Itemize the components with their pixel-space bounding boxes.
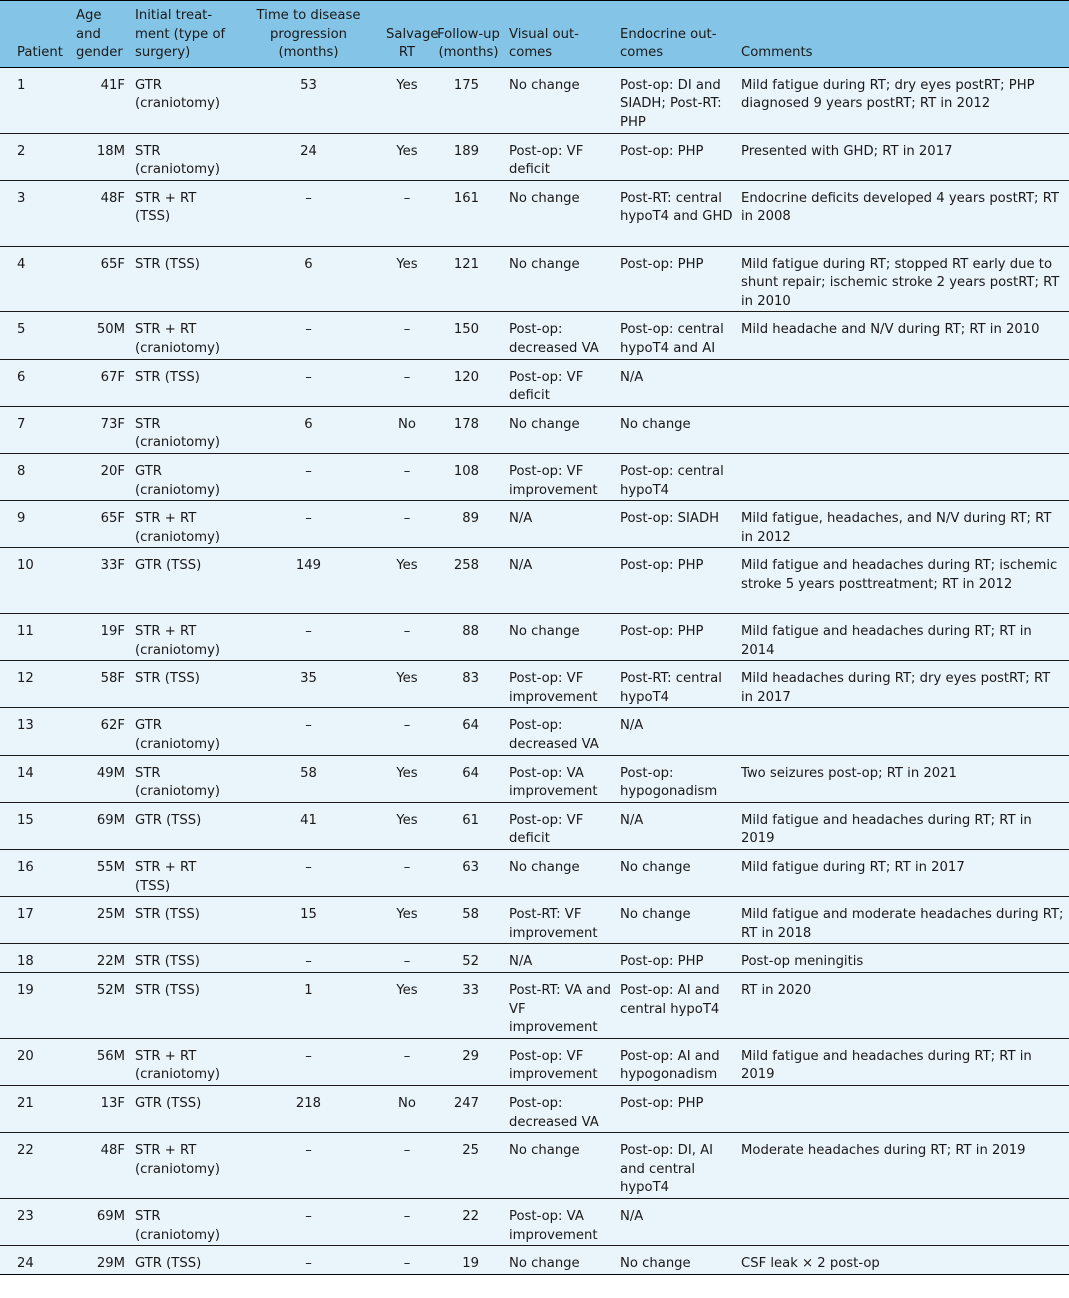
cell-salvage-rt: – xyxy=(382,453,432,500)
cell-follow-up: 89 xyxy=(432,501,505,548)
cell-comments: Mild fatigue during RT; stopped RT early due to shunt repair; ischemic stroke 2 years postRT; RT in 2010 xyxy=(737,246,1069,312)
cell-endocrine-outcomes: No change xyxy=(616,406,737,453)
cell-initial-treatment: STR (TSS) xyxy=(131,246,235,312)
header-endocrine-outcomes: Endocrine out-comes xyxy=(616,1,737,68)
table-row xyxy=(0,359,1069,406)
table-row xyxy=(0,850,1069,897)
table-row xyxy=(0,755,1069,802)
cell-age-gender: 41F xyxy=(72,67,131,133)
cell-salvage-rt: – xyxy=(382,708,432,755)
cell-patient: 11 xyxy=(0,614,72,661)
cell-time-to-progression: 218 xyxy=(235,1085,382,1132)
cell-time-to-progression: 35 xyxy=(235,661,382,708)
cell-visual-outcomes: No change xyxy=(505,180,616,246)
cell-visual-outcomes: Post-op: decreased VA xyxy=(505,708,616,755)
cell-time-to-progression: 58 xyxy=(235,755,382,802)
cell-comments: Two seizures post-op; RT in 2021 xyxy=(737,755,1069,802)
cell-patient: 24 xyxy=(0,1246,72,1275)
cell-initial-treatment: STR + RT (TSS) xyxy=(131,850,235,897)
cell-age-gender: 69M xyxy=(72,1198,131,1245)
cell-follow-up: 189 xyxy=(432,133,505,180)
cell-patient: 8 xyxy=(0,453,72,500)
cell-time-to-progression: 149 xyxy=(235,548,382,614)
cell-follow-up: 25 xyxy=(432,1133,505,1199)
cell-time-to-progression: – xyxy=(235,359,382,406)
cell-initial-treatment: STR (TSS) xyxy=(131,897,235,944)
cell-visual-outcomes: Post-op: VF deficit xyxy=(505,133,616,180)
cell-patient: 3 xyxy=(0,180,72,246)
cell-age-gender: 29M xyxy=(72,1246,131,1275)
cell-follow-up: 178 xyxy=(432,406,505,453)
cell-comments: Mild headache and N/V during RT; RT in 2010 xyxy=(737,312,1069,359)
cell-comments: Mild fatigue and moderate headaches during RT; RT in 2018 xyxy=(737,897,1069,944)
cell-initial-treatment: STR (TSS) xyxy=(131,972,235,1038)
cell-patient: 17 xyxy=(0,897,72,944)
cell-comments: Presented with GHD; RT in 2017 xyxy=(737,133,1069,180)
cell-visual-outcomes: Post-RT: VA and VF improvement xyxy=(505,972,616,1038)
cell-patient: 2 xyxy=(0,133,72,180)
cell-visual-outcomes: Post-op: VF improvement xyxy=(505,1038,616,1085)
cell-time-to-progression: – xyxy=(235,1133,382,1199)
cell-patient: 1 xyxy=(0,67,72,133)
cell-salvage-rt: – xyxy=(382,359,432,406)
cell-visual-outcomes: No change xyxy=(505,850,616,897)
table-row xyxy=(0,67,1069,133)
cell-follow-up: 258 xyxy=(432,548,505,614)
cell-salvage-rt: Yes xyxy=(382,802,432,849)
cell-age-gender: 55M xyxy=(72,850,131,897)
cell-comments: CSF leak × 2 post-op xyxy=(737,1246,1069,1275)
cell-endocrine-outcomes: Post-op: PHP xyxy=(616,1085,737,1132)
cell-salvage-rt: – xyxy=(382,180,432,246)
cell-time-to-progression: – xyxy=(235,501,382,548)
cell-time-to-progression: 53 xyxy=(235,67,382,133)
cell-age-gender: 65F xyxy=(72,501,131,548)
cell-visual-outcomes: No change xyxy=(505,67,616,133)
table-row xyxy=(0,614,1069,661)
cell-patient: 20 xyxy=(0,1038,72,1085)
cell-time-to-progression: 6 xyxy=(235,406,382,453)
table-row xyxy=(0,133,1069,180)
cell-follow-up: 52 xyxy=(432,944,505,973)
cell-follow-up: 33 xyxy=(432,972,505,1038)
table-row xyxy=(0,1038,1069,1085)
cell-initial-treatment: STR (craniotomy) xyxy=(131,755,235,802)
cell-patient: 13 xyxy=(0,708,72,755)
cell-follow-up: 121 xyxy=(432,246,505,312)
cell-age-gender: 50M xyxy=(72,312,131,359)
cell-age-gender: 49M xyxy=(72,755,131,802)
cell-initial-treatment: STR (craniotomy) xyxy=(131,1198,235,1245)
cell-follow-up: 22 xyxy=(432,1198,505,1245)
cell-patient: 23 xyxy=(0,1198,72,1245)
cell-follow-up: 61 xyxy=(432,802,505,849)
cell-visual-outcomes: No change xyxy=(505,406,616,453)
cell-visual-outcomes: No change xyxy=(505,1133,616,1199)
cell-age-gender: 52M xyxy=(72,972,131,1038)
cell-age-gender: 48F xyxy=(72,180,131,246)
cell-comments xyxy=(737,359,1069,406)
cell-initial-treatment: GTR (TSS) xyxy=(131,802,235,849)
cell-endocrine-outcomes: N/A xyxy=(616,802,737,849)
table-row xyxy=(0,548,1069,614)
cell-comments: Mild fatigue and headaches during RT; RT in 2014 xyxy=(737,614,1069,661)
cell-salvage-rt: Yes xyxy=(382,897,432,944)
cell-salvage-rt: Yes xyxy=(382,133,432,180)
cell-comments: Mild fatigue and headaches during RT; RT in 2019 xyxy=(737,1038,1069,1085)
table-row xyxy=(0,501,1069,548)
cell-visual-outcomes: No change xyxy=(505,614,616,661)
cell-time-to-progression: – xyxy=(235,1038,382,1085)
cell-salvage-rt: Yes xyxy=(382,972,432,1038)
cell-comments xyxy=(737,708,1069,755)
table-row xyxy=(0,246,1069,312)
cell-time-to-progression: 1 xyxy=(235,972,382,1038)
cell-time-to-progression: – xyxy=(235,944,382,973)
table-header-row xyxy=(0,1,1069,68)
cell-comments xyxy=(737,1085,1069,1132)
cell-comments xyxy=(737,1198,1069,1245)
cell-age-gender: 18M xyxy=(72,133,131,180)
cell-age-gender: 25M xyxy=(72,897,131,944)
cell-salvage-rt: – xyxy=(382,1038,432,1085)
cell-age-gender: 69M xyxy=(72,802,131,849)
cell-endocrine-outcomes: N/A xyxy=(616,1198,737,1245)
table-row xyxy=(0,406,1069,453)
cell-follow-up: 120 xyxy=(432,359,505,406)
header-age-gender: Age and gender xyxy=(72,1,131,68)
cell-endocrine-outcomes: Post-op: PHP xyxy=(616,614,737,661)
cell-patient: 6 xyxy=(0,359,72,406)
cell-comments: Mild fatigue and headaches during RT; RT in 2019 xyxy=(737,802,1069,849)
table-row xyxy=(0,972,1069,1038)
cell-time-to-progression: – xyxy=(235,708,382,755)
cell-follow-up: 247 xyxy=(432,1085,505,1132)
cell-comments xyxy=(737,406,1069,453)
cell-initial-treatment: GTR (TSS) xyxy=(131,1246,235,1275)
cell-salvage-rt: No xyxy=(382,1085,432,1132)
cell-time-to-progression: 41 xyxy=(235,802,382,849)
cell-comments: Mild fatigue during RT; dry eyes postRT; PHP diagnosed 9 years postRT; RT in 2012 xyxy=(737,67,1069,133)
table-row xyxy=(0,453,1069,500)
cell-endocrine-outcomes: N/A xyxy=(616,359,737,406)
table-row xyxy=(0,944,1069,973)
cell-follow-up: 108 xyxy=(432,453,505,500)
cell-age-gender: 65F xyxy=(72,246,131,312)
cell-time-to-progression: 15 xyxy=(235,897,382,944)
cell-comments: Endocrine deficits developed 4 years postRT; RT in 2008 xyxy=(737,180,1069,246)
header-comments: Comments xyxy=(737,1,1069,68)
cell-salvage-rt: Yes xyxy=(382,755,432,802)
cell-salvage-rt: – xyxy=(382,1198,432,1245)
cell-follow-up: 64 xyxy=(432,708,505,755)
cell-visual-outcomes: N/A xyxy=(505,501,616,548)
cell-visual-outcomes: No change xyxy=(505,1246,616,1275)
cell-initial-treatment: GTR (craniotomy) xyxy=(131,67,235,133)
cell-initial-treatment: STR + RT (craniotomy) xyxy=(131,1038,235,1085)
cell-time-to-progression: – xyxy=(235,850,382,897)
cell-comments: Mild fatigue, headaches, and N/V during RT; RT in 2012 xyxy=(737,501,1069,548)
cell-follow-up: 19 xyxy=(432,1246,505,1275)
cell-initial-treatment: STR (TSS) xyxy=(131,359,235,406)
cell-age-gender: 73F xyxy=(72,406,131,453)
cell-age-gender: 19F xyxy=(72,614,131,661)
table-row xyxy=(0,802,1069,849)
cell-visual-outcomes: Post-op: VF deficit xyxy=(505,802,616,849)
cell-follow-up: 64 xyxy=(432,755,505,802)
cell-comments: Mild fatigue during RT; RT in 2017 xyxy=(737,850,1069,897)
cell-salvage-rt: – xyxy=(382,1133,432,1199)
cell-comments: Moderate headaches during RT; RT in 2019 xyxy=(737,1133,1069,1199)
cell-initial-treatment: STR (TSS) xyxy=(131,661,235,708)
table-row xyxy=(0,1198,1069,1245)
cell-age-gender: 33F xyxy=(72,548,131,614)
cell-patient: 7 xyxy=(0,406,72,453)
cell-endocrine-outcomes: Post-op: PHP xyxy=(616,548,737,614)
cell-initial-treatment: GTR (TSS) xyxy=(131,548,235,614)
cell-endocrine-outcomes: Post-op: AI and central hypoT4 xyxy=(616,972,737,1038)
cell-time-to-progression: – xyxy=(235,1246,382,1275)
cell-patient: 21 xyxy=(0,1085,72,1132)
cell-salvage-rt: – xyxy=(382,850,432,897)
cell-patient: 22 xyxy=(0,1133,72,1199)
cell-salvage-rt: Yes xyxy=(382,246,432,312)
cell-endocrine-outcomes: No change xyxy=(616,850,737,897)
cell-salvage-rt: – xyxy=(382,944,432,973)
cell-time-to-progression: – xyxy=(235,614,382,661)
cell-age-gender: 56M xyxy=(72,1038,131,1085)
cell-initial-treatment: STR (craniotomy) xyxy=(131,133,235,180)
cell-comments: Post-op meningitis xyxy=(737,944,1069,973)
cell-salvage-rt: – xyxy=(382,614,432,661)
header-salvage-rt: Salvage RT xyxy=(382,1,432,68)
header-follow-up: Follow-up (months) xyxy=(432,1,505,68)
cell-endocrine-outcomes: Post-op: DI and SIADH; Post-RT: PHP xyxy=(616,67,737,133)
cell-visual-outcomes: Post-op: decreased VA xyxy=(505,1085,616,1132)
cell-initial-treatment: GTR (craniotomy) xyxy=(131,453,235,500)
table-body xyxy=(0,67,1069,1274)
cell-follow-up: 175 xyxy=(432,67,505,133)
cell-time-to-progression: – xyxy=(235,1198,382,1245)
cell-initial-treatment: GTR (craniotomy) xyxy=(131,708,235,755)
cell-follow-up: 161 xyxy=(432,180,505,246)
table-row xyxy=(0,897,1069,944)
cell-initial-treatment: STR + RT (craniotomy) xyxy=(131,312,235,359)
cell-endocrine-outcomes: Post-op: SIADH xyxy=(616,501,737,548)
cell-endocrine-outcomes: Post-RT: central hypoT4 and GHD xyxy=(616,180,737,246)
header-initial-treatment: Initial treat-ment (type of surgery) xyxy=(131,1,235,68)
cell-time-to-progression: – xyxy=(235,180,382,246)
cell-time-to-progression: – xyxy=(235,312,382,359)
cell-salvage-rt: Yes xyxy=(382,67,432,133)
cell-comments: Mild headaches during RT; dry eyes postRT; RT in 2017 xyxy=(737,661,1069,708)
cell-initial-treatment: STR (craniotomy) xyxy=(131,406,235,453)
cell-comments: RT in 2020 xyxy=(737,972,1069,1038)
cell-initial-treatment: STR + RT (craniotomy) xyxy=(131,501,235,548)
cell-visual-outcomes: Post-op: VF improvement xyxy=(505,453,616,500)
cell-age-gender: 67F xyxy=(72,359,131,406)
cell-follow-up: 83 xyxy=(432,661,505,708)
cell-follow-up: 150 xyxy=(432,312,505,359)
cell-initial-treatment: STR + RT (craniotomy) xyxy=(131,614,235,661)
cell-salvage-rt: No xyxy=(382,406,432,453)
cell-patient: 4 xyxy=(0,246,72,312)
cell-age-gender: 13F xyxy=(72,1085,131,1132)
cell-time-to-progression: 24 xyxy=(235,133,382,180)
cell-endocrine-outcomes: Post-op: PHP xyxy=(616,944,737,973)
cell-endocrine-outcomes: Post-op: hypogonadism xyxy=(616,755,737,802)
cell-salvage-rt: – xyxy=(382,501,432,548)
cell-age-gender: 20F xyxy=(72,453,131,500)
cell-endocrine-outcomes: Post-op: PHP xyxy=(616,133,737,180)
cell-follow-up: 63 xyxy=(432,850,505,897)
cell-patient: 16 xyxy=(0,850,72,897)
table-row xyxy=(0,180,1069,246)
cell-initial-treatment: STR (TSS) xyxy=(131,944,235,973)
cell-endocrine-outcomes: Post-op: PHP xyxy=(616,246,737,312)
cell-endocrine-outcomes: Post-op: central hypoT4 xyxy=(616,453,737,500)
table-row xyxy=(0,1246,1069,1275)
cell-comments xyxy=(737,453,1069,500)
table-row xyxy=(0,1133,1069,1199)
cell-endocrine-outcomes: Post-op: central hypoT4 and AI xyxy=(616,312,737,359)
cell-age-gender: 62F xyxy=(72,708,131,755)
cell-endocrine-outcomes: No change xyxy=(616,1246,737,1275)
table-row xyxy=(0,661,1069,708)
cell-visual-outcomes: N/A xyxy=(505,548,616,614)
cell-visual-outcomes: Post-op: VF deficit xyxy=(505,359,616,406)
cell-visual-outcomes: N/A xyxy=(505,944,616,973)
cell-visual-outcomes: Post-op: VA improvement xyxy=(505,755,616,802)
cell-time-to-progression: – xyxy=(235,453,382,500)
cell-visual-outcomes: Post-op: VA improvement xyxy=(505,1198,616,1245)
cell-endocrine-outcomes: No change xyxy=(616,897,737,944)
cell-visual-outcomes: Post-op: decreased VA xyxy=(505,312,616,359)
cell-salvage-rt: Yes xyxy=(382,661,432,708)
cell-patient: 10 xyxy=(0,548,72,614)
cell-endocrine-outcomes: Post-op: AI and hypogonadism xyxy=(616,1038,737,1085)
header-visual-outcomes: Visual out-comes xyxy=(505,1,616,68)
header-time-to-progression: Time to disease progression (months) xyxy=(235,1,382,68)
cell-comments: Mild fatigue and headaches during RT; ischemic stroke 5 years posttreatment; RT in 2012 xyxy=(737,548,1069,614)
cell-visual-outcomes: No change xyxy=(505,246,616,312)
cell-endocrine-outcomes: Post-RT: central hypoT4 xyxy=(616,661,737,708)
cell-salvage-rt: – xyxy=(382,312,432,359)
cell-patient: 9 xyxy=(0,501,72,548)
cell-age-gender: 48F xyxy=(72,1133,131,1199)
cell-age-gender: 58F xyxy=(72,661,131,708)
cell-initial-treatment: STR + RT (craniotomy) xyxy=(131,1133,235,1199)
cell-follow-up: 88 xyxy=(432,614,505,661)
cell-patient: 18 xyxy=(0,944,72,973)
cell-follow-up: 29 xyxy=(432,1038,505,1085)
cell-patient: 15 xyxy=(0,802,72,849)
cell-salvage-rt: – xyxy=(382,1246,432,1275)
cell-time-to-progression: 6 xyxy=(235,246,382,312)
cell-follow-up: 58 xyxy=(432,897,505,944)
table-row xyxy=(0,312,1069,359)
table-row xyxy=(0,708,1069,755)
cell-initial-treatment: GTR (TSS) xyxy=(131,1085,235,1132)
cell-patient: 19 xyxy=(0,972,72,1038)
cell-patient: 14 xyxy=(0,755,72,802)
cell-patient: 12 xyxy=(0,661,72,708)
cell-visual-outcomes: Post-op: VF improvement xyxy=(505,661,616,708)
table-row xyxy=(0,1085,1069,1132)
header-patient: Patient xyxy=(0,1,72,68)
cell-endocrine-outcomes: Post-op: DI, AI and central hypoT4 xyxy=(616,1133,737,1199)
cell-initial-treatment: STR + RT (TSS) xyxy=(131,180,235,246)
cell-salvage-rt: Yes xyxy=(382,548,432,614)
cell-visual-outcomes: Post-RT: VF improvement xyxy=(505,897,616,944)
cell-patient: 5 xyxy=(0,312,72,359)
cell-age-gender: 22M xyxy=(72,944,131,973)
cell-endocrine-outcomes: N/A xyxy=(616,708,737,755)
